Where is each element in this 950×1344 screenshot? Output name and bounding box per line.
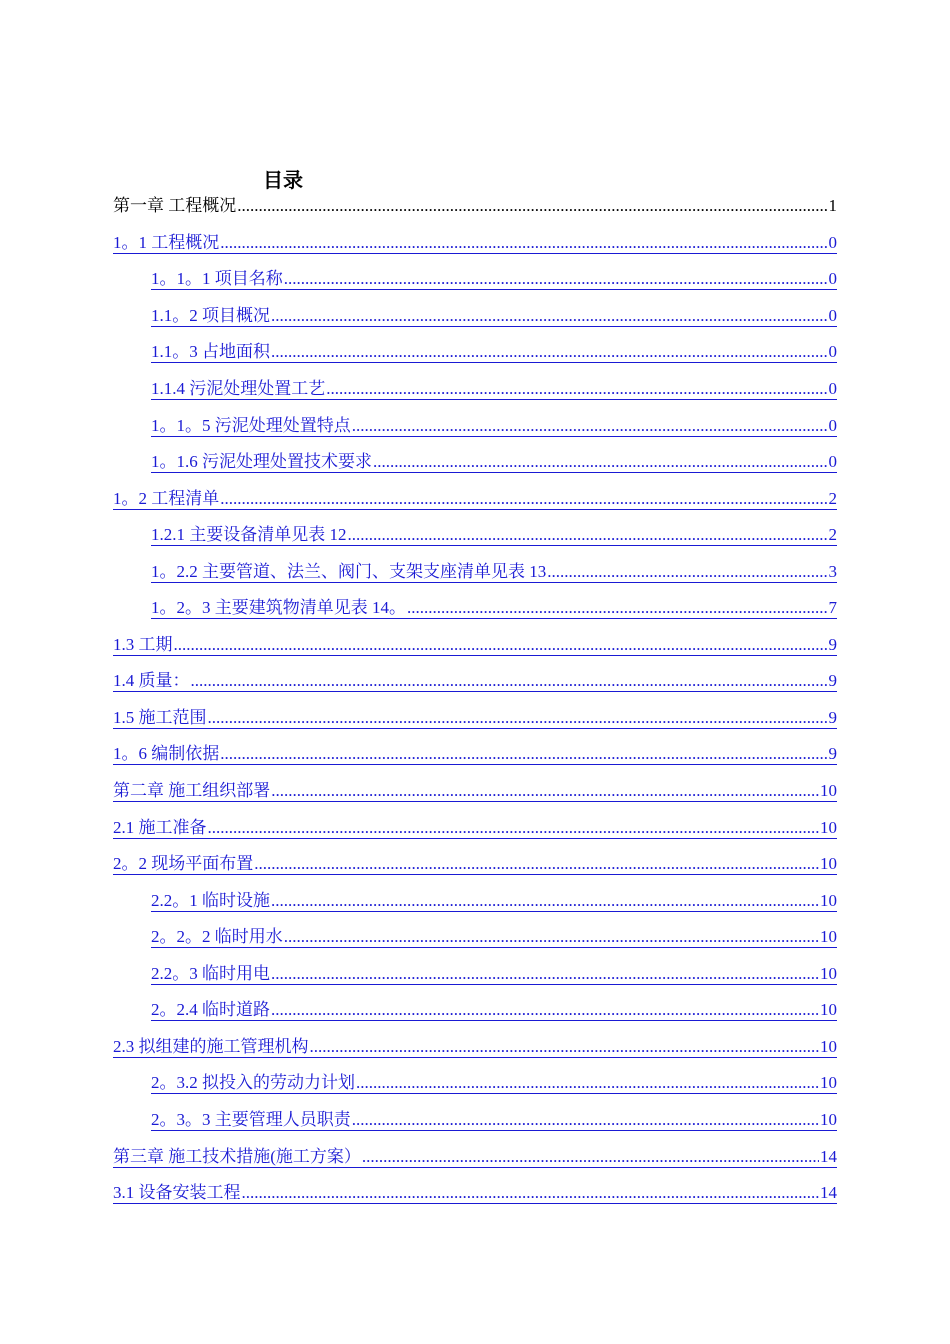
dot-leader [271,1000,819,1020]
toc-entry-label: 1。2 工程清单 [113,489,220,508]
toc-entry-link[interactable] [151,558,837,583]
toc-entry-page: 10 [820,1037,837,1056]
toc-entry-link[interactable] [113,1179,837,1204]
toc-title: 目录 [263,168,303,192]
dot-leader [242,1183,820,1203]
toc-entry-label: 3.1 设备安装工程 [113,1183,241,1202]
toc-entry-page: 9 [828,671,837,690]
toc-entry-link[interactable] [113,1033,837,1058]
toc-entry-link[interactable] [113,740,837,765]
toc-entry-link[interactable] [151,265,837,290]
dot-leader [352,1110,819,1130]
toc-entry-link[interactable] [113,667,837,692]
dot-leader [326,379,827,399]
dot-leader [284,927,819,947]
toc-entry-label: 1.1。3 占地面积 [151,342,270,361]
toc-entry-page: 10 [820,818,837,837]
toc-entry-page: 10 [820,964,837,983]
dot-leader [191,671,828,691]
toc-entry-label: 2。2.4 临时道路 [151,1000,270,1019]
dot-leader [208,818,820,838]
toc-entry-label: 1.4 质量： [113,671,190,690]
dot-leader [271,342,828,362]
toc-entry-link[interactable] [151,923,837,948]
dot-leader [271,964,819,984]
toc-entry-label: 1。6 编制依据 [113,744,220,763]
toc-entry-link[interactable] [151,960,837,985]
toc-entry-label: 2.3 拟组建的施工管理机构 [113,1037,309,1056]
dot-leader [310,1037,820,1057]
toc-entry-link[interactable] [151,412,837,437]
dot-leader [356,1073,819,1093]
toc-entry-page: 14 [820,1183,837,1202]
dot-leader [284,269,828,289]
toc-entry-label: 2。3。3 主要管理人员职责 [151,1110,351,1129]
toc-entry-label: 1.2.1 主要设备清单见表 12 [151,525,347,544]
toc-entry-link[interactable] [113,229,837,254]
toc-entry-page: 14 [820,1147,837,1166]
toc-entry-link[interactable] [151,375,837,400]
toc-entry-page: 9 [828,635,837,654]
toc-entry-label: 第二章 施工组织部署 [113,781,271,800]
toc-entry-page: 0 [828,452,837,471]
dot-leader [220,233,827,253]
toc-entry-label: 1.1.4 污泥处理处置工艺 [151,379,326,398]
toc-entry-link[interactable] [151,1106,837,1131]
dot-leader [254,854,819,874]
toc-entry-link[interactable] [113,850,837,875]
toc-entry-label: 1.3 工期 [113,635,173,654]
toc-entry-page: 3 [828,562,837,581]
toc-entry [113,192,837,216]
dot-leader [348,525,828,545]
toc-entry-link[interactable] [113,631,837,656]
toc-entry-link[interactable] [151,1069,837,1094]
toc-entry-label: 2。3.2 拟投入的劳动力计划 [151,1073,355,1092]
toc-entry-page: 0 [828,379,837,398]
dot-leader [271,306,828,326]
toc-entry-label: 1。1 工程概况 [113,233,220,252]
toc-entry-label: 第三章 施工技术措施(施工方案） [113,1147,361,1166]
toc-entry-label: 1。2。3 主要建筑物清单见表 14。 [151,598,406,617]
toc-entry-page: 10 [820,854,837,873]
dot-leader [407,598,828,618]
toc-entry-page: 10 [820,781,837,800]
toc-entry-page: 10 [820,1000,837,1019]
toc-entry-page: 9 [828,744,837,763]
dot-leader [208,708,828,728]
toc-entry-label: 1。2.2 主要管道、法兰、阀门、支架支座清单见表 13 [151,562,547,581]
toc-entry-link[interactable] [113,814,837,839]
toc-entry-page: 10 [820,927,837,946]
toc-entry-link[interactable] [113,777,837,802]
toc-entry-label: 2。2。2 临时用水 [151,927,283,946]
toc-entry-link[interactable] [113,704,837,729]
toc-entry-link[interactable] [151,338,837,363]
toc-entry-page: 10 [820,891,837,910]
toc-entry-label: 2.2。3 临时用电 [151,964,270,983]
dot-leader [547,562,827,582]
dot-leader [220,489,827,509]
toc-entry-label: 1.1。2 项目概况 [151,306,270,325]
toc-entry-page: 2 [828,489,837,508]
toc-entry-label: 第一章 工程概况 [113,196,237,215]
toc-entry-page: 10 [820,1073,837,1092]
toc-entry-link[interactable] [151,521,837,546]
toc-entry-page: 0 [828,342,837,361]
dot-leader [271,891,819,911]
toc-entry-link[interactable] [113,1143,837,1168]
toc-entry-link[interactable] [151,996,837,1021]
dot-leader [220,744,827,764]
toc-entry-label: 1。1.6 污泥处理处置技术要求 [151,452,372,471]
dot-leader [237,196,827,216]
toc-entry-page: 9 [828,708,837,727]
dot-leader [373,452,828,472]
toc-entry-page: 1 [828,196,837,215]
toc-entry-link[interactable] [151,594,837,619]
toc-entry-page: 0 [828,269,837,288]
toc-entry-page: 2 [828,525,837,544]
toc-entry-link[interactable] [151,887,837,912]
toc-entry-label: 2.2。1 临时设施 [151,891,270,910]
toc-entry-link[interactable] [151,448,837,473]
toc-entry-link[interactable] [151,302,837,327]
toc-entry-page: 0 [828,306,837,325]
toc-entry-label: 1.5 施工范围 [113,708,207,727]
toc-entry-label: 2。2 现场平面布置 [113,854,254,873]
toc-entry-page: 7 [828,598,837,617]
toc-entry-link[interactable] [113,485,837,510]
toc-entry-label: 1。1。5 污泥处理处置特点 [151,416,351,435]
toc-entry-page: 0 [828,416,837,435]
dot-leader [174,635,828,655]
toc-entry-page: 0 [828,233,837,252]
dot-leader [352,416,828,436]
dot-leader [271,781,819,801]
toc-entry-label: 1。1。1 项目名称 [151,269,283,288]
toc-entry-label: 2.1 施工准备 [113,818,207,837]
toc-entry-page: 10 [820,1110,837,1129]
dot-leader [362,1147,819,1167]
